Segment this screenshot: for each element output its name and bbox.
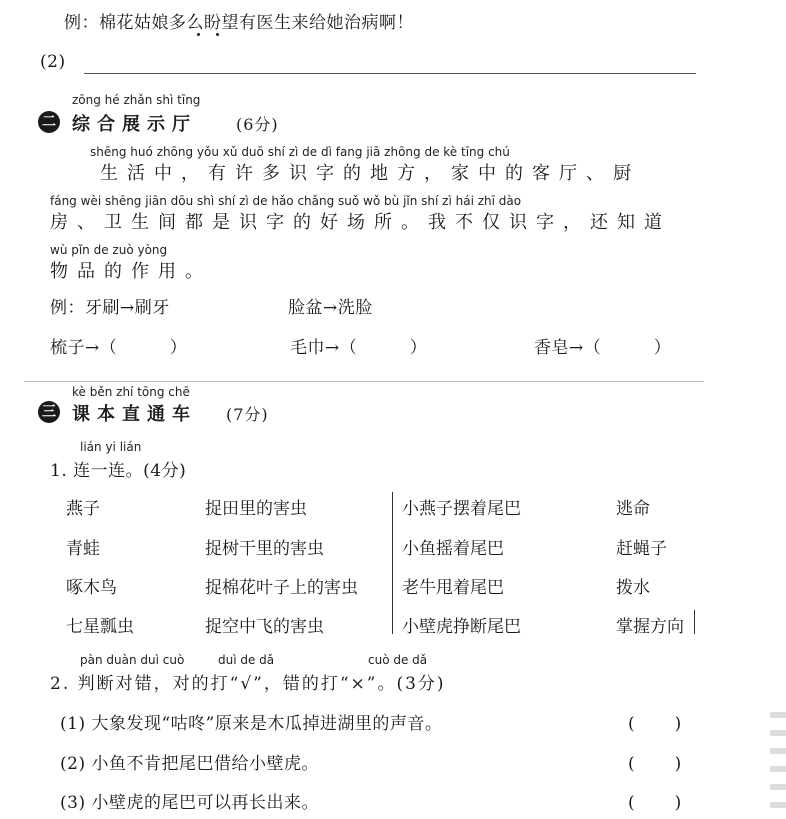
judge-2: (2) 小鱼不肯把尾巴借给小壁虎。 — [60, 754, 319, 774]
tail-2[interactable]: 小鱼摇着尾巴 — [402, 539, 504, 559]
task-3[interactable]: 捉棉花叶子上的害虫 — [205, 578, 358, 598]
use-4[interactable]: 掌握方向 — [616, 617, 684, 637]
task-1[interactable]: 捉田里的害虫 — [205, 499, 307, 519]
q2-pinyin-b: duì de dǎ — [218, 653, 275, 667]
example-a: 例：牙刷→刷牙 — [50, 298, 170, 318]
q2-pinyin-c: cuò de dǎ — [368, 653, 428, 667]
task-2[interactable]: 捉树干里的害虫 — [205, 539, 324, 559]
task-4[interactable]: 捉空中飞的害虫 — [205, 617, 324, 637]
use-3[interactable]: 拨水 — [616, 578, 650, 598]
fill-comb[interactable]: 梳子→（ ） — [50, 338, 188, 358]
para-line3-pinyin: wù pǐn de zuò yòng — [50, 243, 168, 257]
judge-3: (3) 小壁虎的尾巴可以再长出来。 — [60, 793, 319, 813]
example-b: 脸盆→洗脸 — [288, 298, 373, 318]
use-2[interactable]: 赶蝇子 — [616, 539, 667, 559]
table-divider — [392, 492, 393, 634]
judge-3-answer[interactable]: ( ) — [628, 793, 684, 813]
q2-title: 2. 判断对错，对的打“√”，错的打“×”。(3分) — [50, 674, 446, 694]
animal-frog[interactable]: 青蛙 — [66, 539, 100, 559]
section3-title: 课本直通车 — [72, 404, 197, 425]
judge-1-answer[interactable]: ( ) — [628, 714, 684, 734]
q1-title: 1. 连一连。(4分) — [50, 461, 187, 481]
emphasis-dot — [197, 33, 200, 36]
para-line1: 生活中，有许多识字的地方，家中的客厅、厨 — [100, 163, 640, 184]
section3-title-pinyin: kè běn zhí tōng chē — [72, 385, 190, 399]
example-sentence: 例：棉花姑娘多么盼望有医生来给她治病啊！ — [64, 13, 414, 33]
binding-edge — [770, 700, 786, 819]
para-line2-pinyin: fáng wèi shēng jiān dōu shì shí zì de hǎo chǎng suǒ wǒ bù jǐn shí zì hái zhī dào — [50, 194, 522, 208]
q2-pinyin-a: pàn duàn duì cuò — [80, 653, 185, 667]
para-line1-pinyin: shēng huó zhōng yǒu xǔ duō shí zì de dì fang jiā zhōng de kè tīng chú — [90, 145, 510, 159]
tail-1[interactable]: 小燕子摆着尾巴 — [402, 499, 521, 519]
fill-soap[interactable]: 香皂→（ ） — [534, 338, 672, 358]
answer-line[interactable] — [84, 73, 696, 74]
use-1[interactable]: 逃命 — [616, 499, 650, 519]
section-divider — [24, 381, 704, 382]
fill-towel[interactable]: 毛巾→（ ） — [290, 338, 428, 358]
judge-1: (1) 大象发现“咕咚”原来是木瓜掉进湖里的声音。 — [60, 714, 443, 734]
table-edge — [694, 610, 695, 634]
para-line3: 物品的作用。 — [50, 261, 212, 282]
tail-4[interactable]: 小壁虎挣断尾巴 — [402, 617, 521, 637]
para-line2: 房、卫生间都是识字的好场所。我不仅识字，还知道 — [50, 212, 671, 233]
section2-title: 综合展示厅 — [72, 114, 197, 135]
animal-ladybug[interactable]: 七星瓢虫 — [66, 617, 134, 637]
animal-woodpecker[interactable]: 啄木鸟 — [66, 578, 117, 598]
section3-badge: 三 — [38, 401, 60, 423]
section3-score: (7分) — [226, 405, 269, 424]
item-2-label: (2) — [40, 52, 66, 72]
section2-title-pinyin: zōng hé zhǎn shì tīng — [72, 93, 201, 107]
section2-badge: 二 — [38, 111, 60, 133]
section2-score: (6分) — [236, 115, 279, 134]
tail-3[interactable]: 老牛甩着尾巴 — [402, 578, 504, 598]
q1-pinyin: lián yi lián — [80, 440, 142, 454]
judge-2-answer[interactable]: ( ) — [628, 754, 684, 774]
emphasis-dot — [216, 33, 219, 36]
animal-swallow[interactable]: 燕子 — [66, 499, 100, 519]
